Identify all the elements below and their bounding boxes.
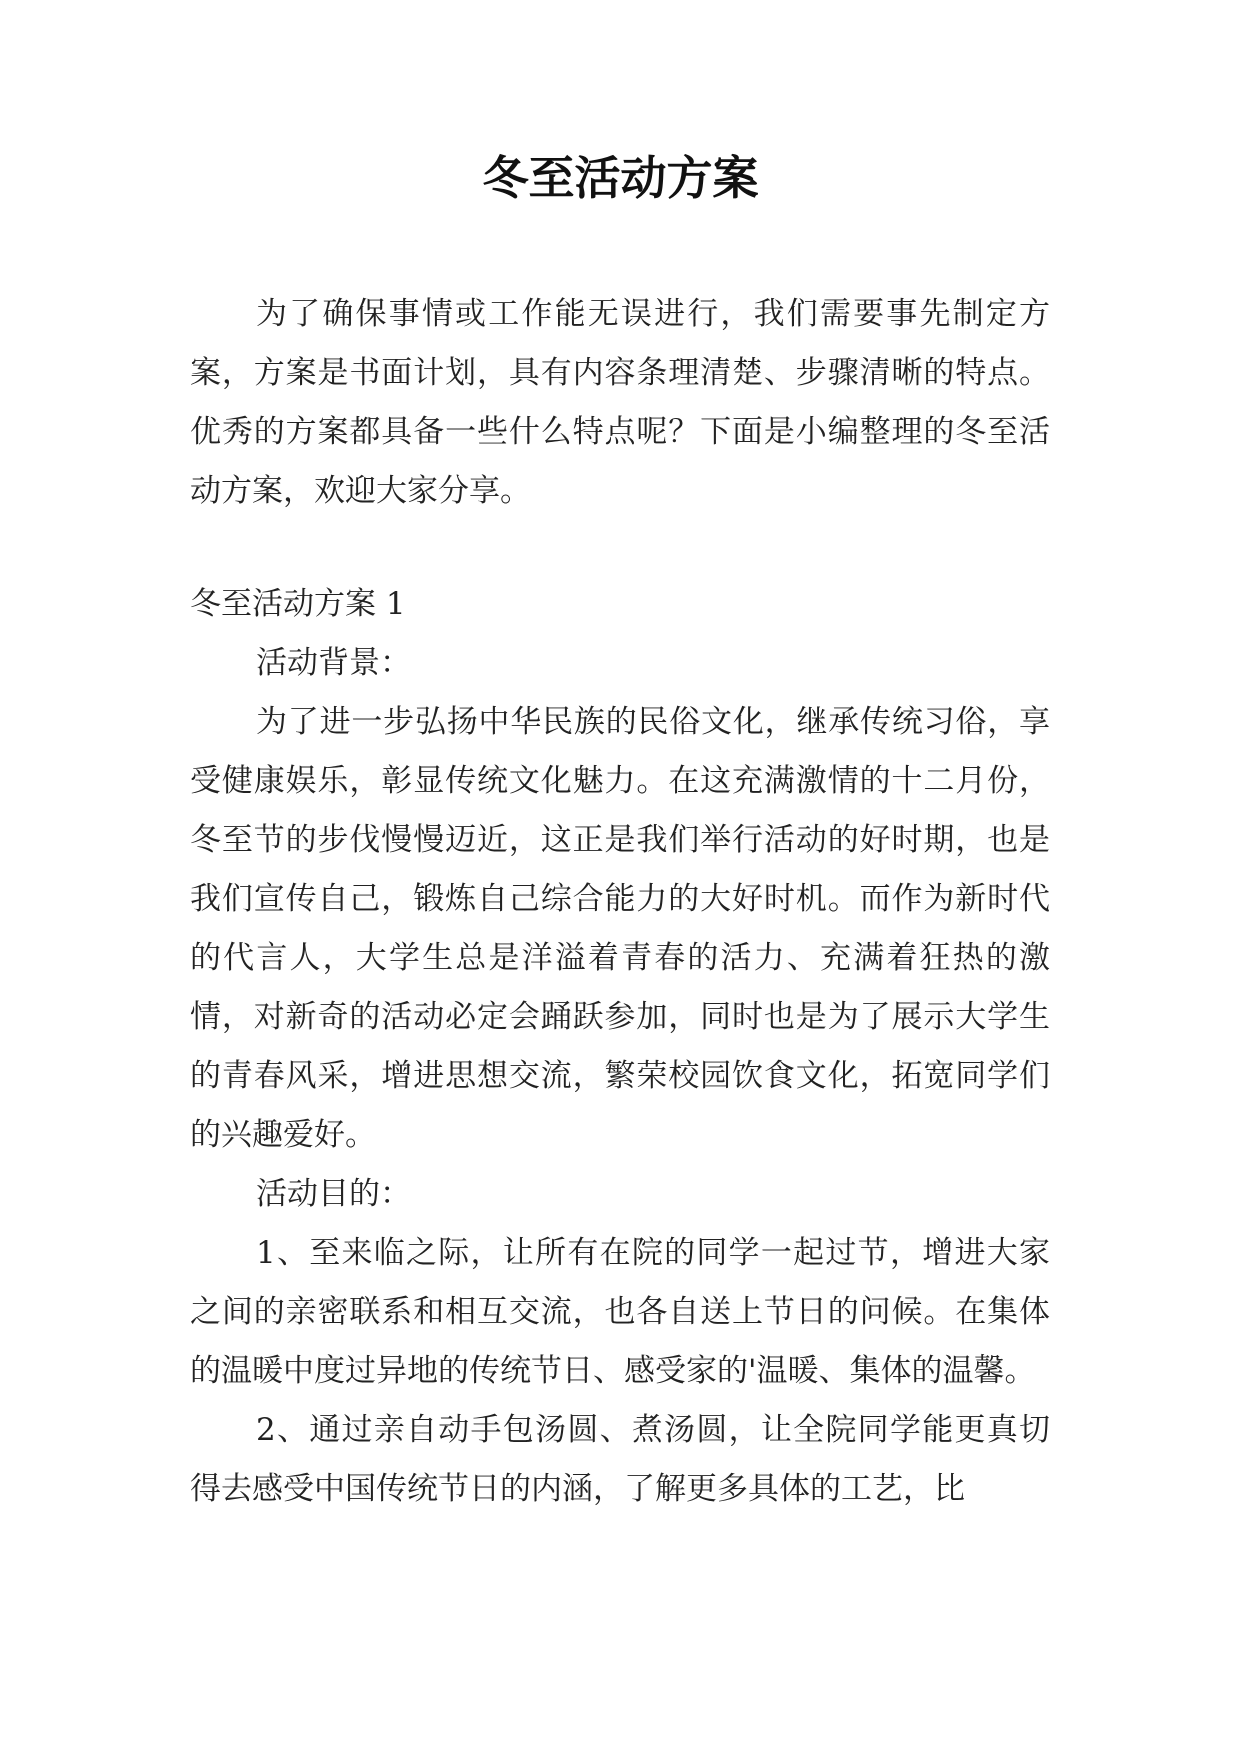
purpose-item: 2、通过亲自动手包汤圆、煮汤圆，让全院同学能更真切得去感受中国传统节日的内涵，了解更多具体的工艺，比: [190, 1412, 1050, 1507]
background-paragraph: 为了进一步弘扬中华民族的民俗文化，继承传统习俗，享受健康娱乐，彰显传统文化魅力。在这充满激情的十二月份，冬至节的步伐慢慢迈近，这正是我们举行活动的好时期，也是我们宣传自己，锻炼自己综合能力的大好时机。而作为新时代的代言人，大学生总是洋溢着青春的活力、充满着狂热的激情，对新奇的活动必定会踊跃参加，同时也是为了展示大学生的青春风采，增进思想交流，繁荣校园饮食文化，拓宽同学们的兴趣爱好。: [190, 704, 1050, 1153]
intro-paragraph: 为了确保事情或工作能无误进行，我们需要事先制定方案，方案是书面计划，具有内容条理清楚、步骤清晰的特点。优秀的方案都具备一些什么特点呢？下面是小编整理的冬至活动方案，欢迎大家分享。: [190, 296, 1050, 509]
background-label: 活动背景：: [256, 645, 411, 681]
section-1: [190, 575, 1050, 1519]
purpose-label: 活动目的：: [256, 1176, 411, 1212]
section-heading: 冬至活动方案 1: [190, 586, 406, 622]
purpose-item: 1、至来临之际，让所有在院的同学一起过节，增进大家之间的亲密联系和相互交流，也各自送上节日的问候。在集体的温暖中度过异地的传统节日、感受家的'温暖、集体的温馨。: [190, 1235, 1050, 1389]
document-title: 冬至活动方案: [482, 151, 759, 205]
